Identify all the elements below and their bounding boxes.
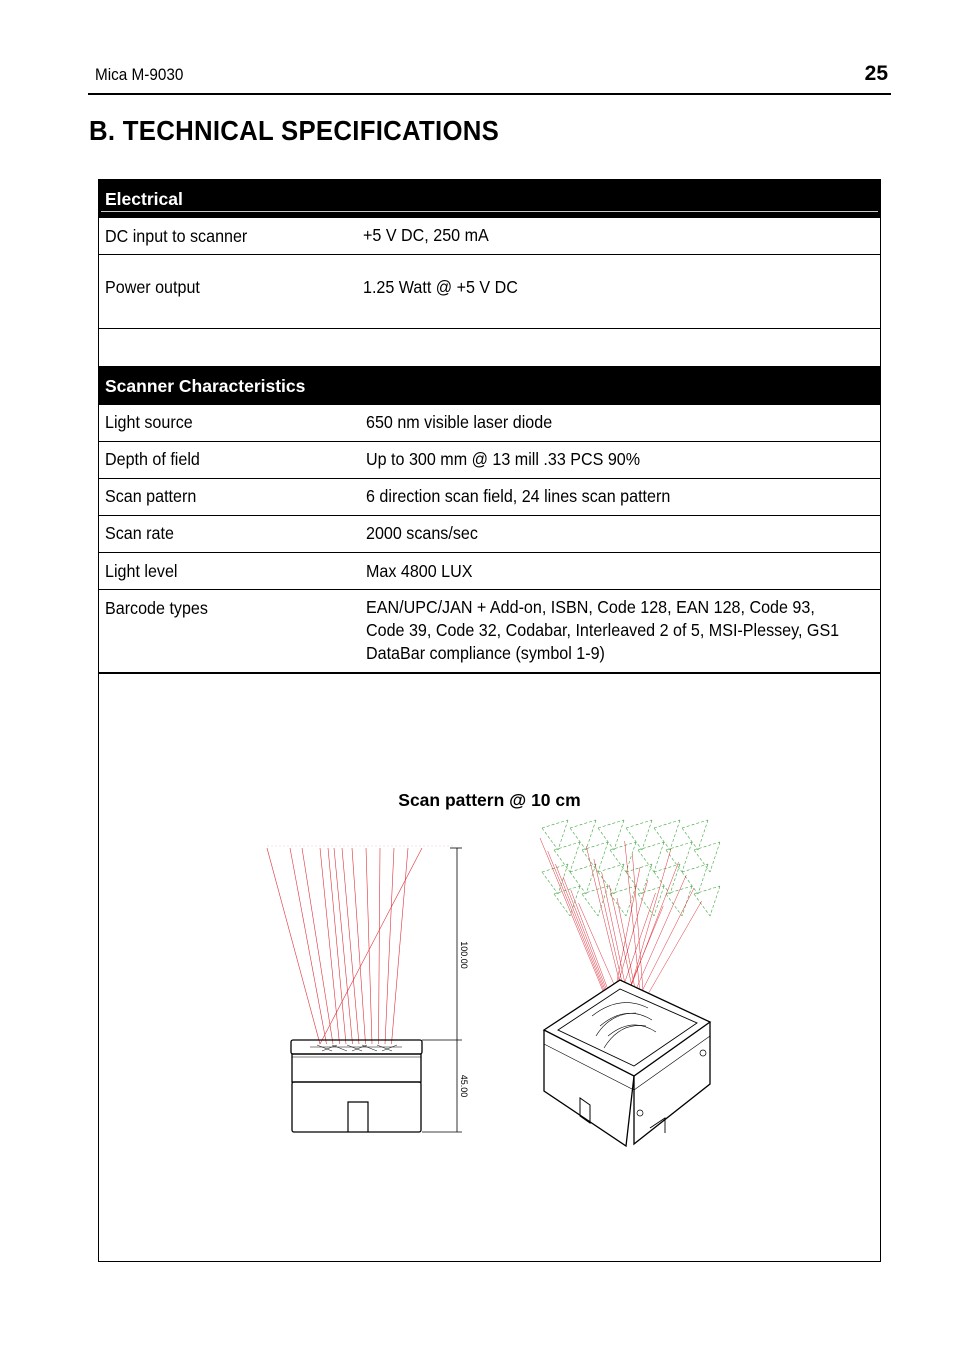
pattern-segment [582, 842, 608, 850]
pattern-segment [670, 864, 680, 894]
table-row [99, 553, 880, 590]
pattern-segment [666, 842, 692, 850]
spec-label: Power output [105, 277, 200, 297]
laser-ray [352, 848, 366, 1044]
scan-window-pattern [310, 1045, 402, 1051]
pattern-segment [542, 864, 568, 872]
pattern-segment [682, 886, 692, 916]
laser-ray [379, 848, 381, 1044]
barcode-types-line: EAN/UPC/JAN + Add-on, ISBN, Code 128, EAN 128, Code 93, [366, 597, 815, 617]
table-row [99, 405, 880, 442]
pattern-segment [614, 864, 624, 894]
pattern-segment [698, 864, 708, 894]
laser-ray [267, 848, 320, 1044]
pattern-segment [626, 864, 652, 872]
pattern-segment [638, 842, 664, 850]
table-row [99, 442, 880, 479]
table-row [99, 479, 880, 516]
pattern-segment [586, 820, 596, 850]
pattern-segment [670, 820, 680, 850]
laser-ray [302, 848, 333, 1044]
pattern-segment [682, 820, 708, 828]
dimension-label-upper: 100.00 [459, 941, 469, 969]
pattern-segment [610, 850, 626, 872]
pattern-segment [582, 886, 608, 894]
laser-ray [540, 838, 608, 1003]
laser-ray [342, 848, 359, 1044]
pattern-segment [598, 864, 624, 872]
pattern-segment [642, 864, 652, 894]
pattern-segment [694, 850, 710, 872]
spec-value: 6 direction scan field, 24 lines scan pattern [366, 486, 671, 506]
spec-value [366, 596, 839, 665]
pattern-segment [710, 842, 720, 872]
laser-ray [548, 851, 611, 1008]
scanner-body-isometric [544, 980, 710, 1146]
spec-value: 650 nm visible laser diode [366, 412, 553, 432]
pattern-segment [614, 820, 624, 850]
pattern-segment [666, 850, 682, 872]
pattern-segment [710, 886, 720, 916]
pattern-segment [610, 886, 636, 894]
laser-ray [392, 848, 409, 1044]
laser-ray [624, 862, 679, 1005]
pattern-segment [666, 894, 682, 916]
section-title: B. TECHNICAL SPECIFICATIONS [89, 115, 500, 146]
pattern-segment [694, 842, 720, 850]
spec-label: Barcode types [105, 598, 208, 618]
spacer-row [99, 329, 880, 367]
table-row [99, 218, 880, 255]
spec-value: 2000 scans/sec [366, 523, 478, 543]
spec-value: Max 4800 LUX [366, 561, 473, 581]
pattern-segment [542, 828, 558, 850]
pattern-segment [598, 820, 624, 828]
pattern-segment [654, 820, 680, 828]
spec-label: Light source [105, 412, 193, 432]
pattern-segment [558, 820, 568, 850]
pattern-segment [682, 842, 692, 872]
pattern-segment [626, 828, 642, 850]
pattern-segment [626, 820, 652, 828]
spec-label: Depth of field [105, 449, 200, 469]
spec-label: DC input to scanner [105, 226, 248, 246]
spec-table [98, 179, 881, 1262]
barcode-types-line: Code 39, Code 32, Codabar, Interleaved 2 of 5, MSI-Plessey, GS1 [366, 620, 840, 640]
pattern-segment [638, 850, 654, 872]
laser-ray [385, 848, 394, 1044]
table-row [99, 516, 880, 553]
page-number: 25 [864, 62, 888, 85]
pattern-segment [598, 872, 614, 894]
electrical-heading-row [99, 180, 880, 218]
scanner-isometric-drawing [530, 808, 720, 1153]
pattern-segment [570, 842, 580, 872]
pattern-segment [570, 820, 596, 828]
barcode-types-line: DataBar compliance (symbol 1-9) [366, 643, 605, 663]
spec-value: +5 V DC, 250 mA [363, 225, 489, 245]
pattern-segment [554, 842, 580, 850]
pattern-segment [598, 828, 614, 850]
scanner-heading: Scanner Characteristics [105, 376, 306, 396]
scanner-body-side [291, 1040, 422, 1132]
pattern-segment [570, 828, 586, 850]
pattern-segment [570, 872, 586, 894]
spec-value: 1.25 Watt @ +5 V DC [363, 277, 518, 297]
spec-value: Up to 300 mm @ 13 mill .33 PCS 90% [366, 449, 641, 469]
pattern-segment [554, 850, 570, 872]
spec-label: Scan pattern [105, 486, 197, 506]
pattern-segment [642, 820, 652, 850]
pattern-segment [682, 828, 698, 850]
pattern-segment [654, 842, 664, 872]
dimension-label-lower: 45.00 [459, 1074, 469, 1098]
scanner-side-view-drawing [262, 840, 472, 1140]
pattern-segment [694, 894, 710, 916]
dimension-line [422, 848, 462, 1132]
pattern-segment [682, 864, 708, 872]
pattern-segment [682, 872, 698, 894]
pattern-segment [610, 842, 636, 850]
pattern-segment [542, 820, 568, 828]
spec-label: Light level [105, 561, 178, 581]
document-name: Mica M-9030 [95, 65, 184, 84]
pattern-segment [694, 886, 720, 894]
spec-label: Scan rate [105, 523, 174, 543]
table-row [99, 255, 880, 329]
electrical-heading: Electrical [105, 189, 183, 209]
figure-title: Scan pattern @ 10 cm [398, 790, 581, 810]
scanner-heading-row [99, 367, 880, 405]
page-header [88, 62, 891, 95]
laser-ray [290, 848, 327, 1044]
pattern-segment [598, 842, 608, 872]
pattern-segment [582, 894, 598, 916]
heading-rule [101, 211, 878, 212]
table-row [99, 590, 880, 674]
pattern-segment [666, 886, 692, 894]
pattern-segment [654, 828, 670, 850]
pattern-segment [610, 894, 626, 916]
laser-rays-side [267, 848, 422, 1044]
pattern-segment [698, 820, 708, 850]
pattern-segment [638, 886, 664, 894]
